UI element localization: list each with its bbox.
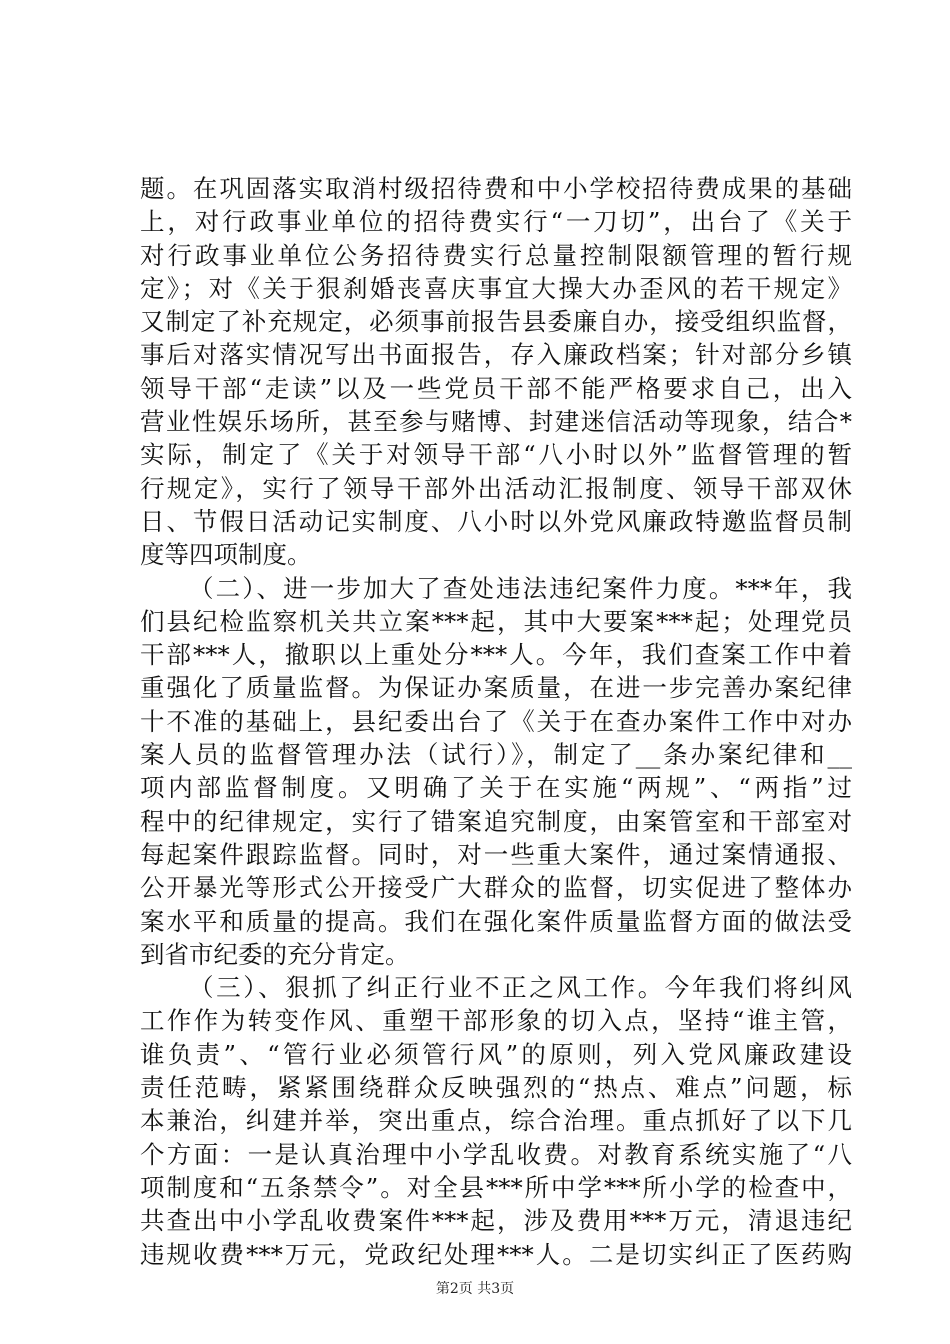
page-number: 第2页 共3页 xyxy=(435,1281,515,1297)
page-footer xyxy=(0,1280,950,1298)
text-line: 干部***人，撤职以上重处分***人。今年，我们查案工作中着 xyxy=(140,640,852,670)
text-line: 定》；对《关于狠刹婚丧喜庆事宜大操大办歪风的若干规定》 xyxy=(140,273,852,303)
text-line: 每起案件跟踪监督。同时，对一些重大案件，通过案情通报、 xyxy=(140,839,852,869)
text-line: 到省市纪委的充分肯定。 xyxy=(140,939,410,969)
text-line: 工作作为转变作风、重塑干部形象的切入点，坚持“谁主管， xyxy=(140,1006,852,1036)
text-line: 个方面：一是认真治理中小学乱收费。对教育系统实施了“八 xyxy=(140,1139,852,1169)
text-line: 实际，制定了《关于对领导干部“八小时以外”监督管理的暂 xyxy=(140,440,852,470)
text-line: 日、节假日活动记实制度、八小时以外党风廉政特邀监督员制 xyxy=(140,506,852,536)
text-line: 重强化了质量监督。为保证办案质量，在进一步完善办案纪律 xyxy=(140,673,852,703)
text-line: 项制度和“五条禁令”。对全县***所中学***所小学的检查中， xyxy=(140,1172,852,1202)
text-line: 共查出中小学乱收费案件***起，涉及费用***万元，清退违纪 xyxy=(140,1206,852,1236)
text-line: 十不准的基础上，县纪委出台了《关于在查办案件工作中对办 xyxy=(140,706,852,736)
text-line: 谁负责”、“管行业必须管行风”的原则，列入党风廉政建设 xyxy=(140,1039,852,1069)
text-line: 领导干部“走读”以及一些党员干部不能严格要求自己，出入 xyxy=(140,373,852,403)
section-heading-line: （二）、进一步加大了查处违法违纪案件力度。***年，我 xyxy=(189,573,852,603)
text-line: 们县纪检监察机关共立案***起，其中大要案***起；处理党员 xyxy=(140,606,852,636)
text-line: 本兼治，纠建并举，突出重点，综合治理。重点抓好了以下几 xyxy=(140,1106,852,1136)
text-line: 项内部监督制度。又明确了关于在实施“两规”、“两指”过 xyxy=(140,773,852,803)
body-text xyxy=(140,172,852,1271)
text-line: 题。在巩固落实取消村级招待费和中小学校招待费成果的基础 xyxy=(140,174,852,203)
text-line: 度等四项制度。 xyxy=(140,540,312,570)
text-line: 程中的纪律规定，实行了错案追究制度，由案管室和干部室对 xyxy=(140,806,852,836)
text-line: 行规定》，实行了领导干部外出活动汇报制度、领导干部双休 xyxy=(140,473,852,503)
text-line: 案人员的监督管理办法（试行）》，制定了__条办案纪律和__ xyxy=(140,740,852,770)
text-line: 公开暴光等形式公开接受广大群众的监督，切实促进了整体办 xyxy=(140,873,852,903)
text-line: 上，对行政事业单位的招待费实行“一刀切”，出台了《关于 xyxy=(140,207,852,237)
text-line: 案水平和质量的提高。我们在强化案件质量监督方面的做法受 xyxy=(140,906,852,936)
section-heading-line: （三）、狠抓了纠正行业不正之风工作。今年我们将纠风 xyxy=(189,973,852,1003)
text-line: 违规收费***万元，党政纪处理***人。二是切实纠正了医药购 xyxy=(140,1239,852,1269)
text-line: 对行政事业单位公务招待费实行总量控制限额管理的暂行规 xyxy=(140,240,852,270)
text-line: 营业性娱乐场所，甚至参与赌博、封建迷信活动等现象，结合* xyxy=(140,407,852,437)
text-line: 责任范畴，紧紧围绕群众反映强烈的“热点、难点”问题，标 xyxy=(140,1073,852,1103)
text-line: 又制定了补充规定，必须事前报告县委廉自办，接受组织监督， xyxy=(140,307,852,337)
text-line: 事后对落实情况写出书面报告，存入廉政档案；针对部分乡镇 xyxy=(140,340,852,370)
